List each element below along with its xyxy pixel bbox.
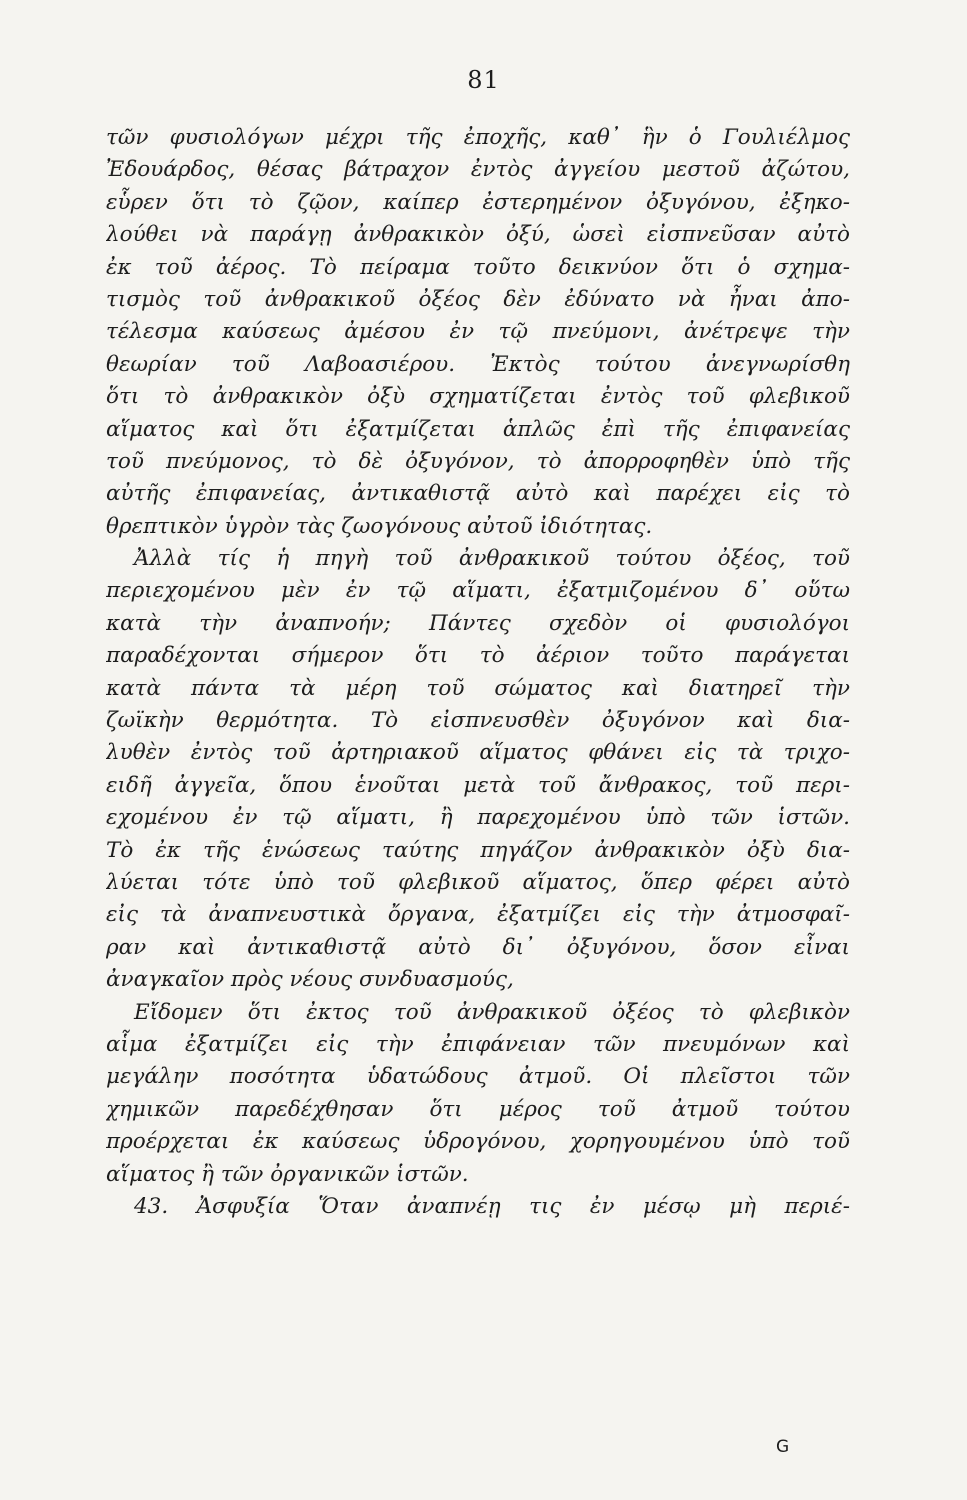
text-line: ἀναγκαῖον πρὸς νέους συνδυασμούς, <box>106 967 514 993</box>
text-line: λυθὲν ἐντὸς τοῦ ἀρτηριακοῦ αἵματος φθάνει εἰς τὰ τριχο- <box>106 740 850 766</box>
section-heading-line: 43. Ἀσφυξία Ὅταν ἀναπνέῃ τις ἐν μέσῳ μὴ περιέ- <box>134 1193 850 1219</box>
text-line: τισμὸς τοῦ ἀνθρακικοῦ ὀξέος δὲν ἐδύνατο νὰ ἦναι ἀπο- <box>106 286 850 312</box>
text-line: ζωϊκὴν θερμότητα. Τὸ εἰσπνευσθὲν ὀξυγόνον καὶ δια- <box>106 708 850 734</box>
text-line: χημικῶν παρεδέχθησαν ὅτι μέρος τοῦ ἀτμοῦ τούτου <box>106 1096 850 1122</box>
text-line: θεωρίαν τοῦ Λαβοασιέρου. Ἐκτὸς τούτου ἀνεγνωρίσθη <box>106 351 850 377</box>
text-line: κατὰ πάντα τὰ μέρη τοῦ σώματος καὶ διατηρεῖ τὴν <box>106 675 850 701</box>
text-line: ραν καὶ ἀντικαθιστᾷ αὐτὸ δι᾽ ὀξυγόνου, ὅσον εἶναι <box>106 934 850 960</box>
text-line: κατὰ τὴν ἀναπνοήν; Πάντες σχεδὸν οἱ φυσιολόγοι <box>106 610 850 636</box>
printer-signature-mark: G <box>776 1437 790 1457</box>
paragraph-start-line: Εἴδομεν ὅτι ἐκτος τοῦ ἀνθρακικοῦ ὀξέος τὸ φλεβικὸν <box>134 999 850 1025</box>
text-line: αὐτῆς ἐπιφανείας, ἀντικαθιστᾷ αὐτὸ καὶ παρέχει εἰς τὸ <box>106 481 850 507</box>
text-line: ὅτι τὸ ἀνθρακικὸν ὀξὺ σχηματίζεται ἐντὸς τοῦ φλεβικοῦ <box>106 384 850 410</box>
text-line: εὗρεν ὅτι τὸ ζῷον, καίπερ ἐστερημένον ὀξυγόνου, ἐξηκο- <box>106 189 850 215</box>
text-line: ἐκ τοῦ ἀέρος. Τὸ πείραμα τοῦτο δεικνύον ὅτι ὁ σχημα- <box>106 254 850 280</box>
paragraph-start-line: Ἀλλὰ τίς ἡ πηγὴ τοῦ ἀνθρακικοῦ τούτου ὀξέος, τοῦ <box>134 546 850 572</box>
body-text <box>106 122 850 1223</box>
text-line: εχομένου ἐν τῷ αἵματι, ἢ παρεχομένου ὑπὸ τῶν ἱστῶν. <box>106 805 850 831</box>
text-line: αἷμα ἐξατμίζει εἰς τὴν ἐπιφάνειαν τῶν πνευμόνων καὶ <box>106 1031 850 1057</box>
text-line: προέρχεται ἐκ καύσεως ὑδρογόνου, χορηγουμένου ὑπὸ τοῦ <box>106 1129 850 1155</box>
text-line: αἵματος καὶ ὅτι ἐξατμίζεται ἁπλῶς ἐπὶ τῆς ἐπιφανείας <box>106 416 850 442</box>
text-line: αἵματος ἢ τῶν ὀργανικῶν ἱστῶν. <box>106 1161 469 1187</box>
text-line: ειδῆ ἀγγεῖα, ὅπου ἑνοῦται μετὰ τοῦ ἄνθρακος, τοῦ περι- <box>106 772 850 798</box>
text-line: Τὸ ἐκ τῆς ἑνώσεως ταύτης πηγάζον ἀνθρακικὸν ὀξὺ δια- <box>106 837 850 863</box>
text-line: λύεται τότε ὑπὸ τοῦ φλεβικοῦ αἵματος, ὅπερ φέρει αὐτὸ <box>106 869 850 895</box>
text-line: τοῦ πνεύμονος, τὸ δὲ ὀξυγόνον, τὸ ἀπορροφηθὲν ὑπὸ τῆς <box>106 448 850 474</box>
text-line: θρεπτικὸν ὑγρὸν τὰς ζωογόνους αὐτοῦ ἰδιότητας. <box>106 513 653 539</box>
text-line: μεγάλην ποσότητα ὑδατώδους ἀτμοῦ. Οἱ πλεῖστοι τῶν <box>106 1064 850 1090</box>
text-line: Ἐδουάρδος, θέσας βάτραχον ἐντὸς ἀγγείου μεστοῦ ἀζώτου, <box>106 157 850 183</box>
text-line: παραδέχονται σήμερον ὅτι τὸ ἀέριον τοῦτο παράγεται <box>106 643 850 669</box>
text-line: λούθει νὰ παράγῃ ἀνθρακικὸν ὀξύ, ὡσεὶ εἰσπνεῦσαν αὐτὸ <box>106 222 850 248</box>
text-line: εἰς τὰ ἀναπνευστικὰ ὄργανα, ἐξατμίζει εἰς τὴν ἀτμοσφαῖ- <box>106 902 850 928</box>
text-line: τῶν φυσιολόγων μέχρι τῆς ἐποχῆς, καθ᾽ ἣν ὁ Γουλιέλμος <box>106 125 850 150</box>
text-line: περιεχομένου μὲν ἐν τῷ αἵματι, ἐξατμιζομένου δ᾽ οὕτω <box>106 578 850 604</box>
page-number: 81 <box>467 66 500 94</box>
text-line: τέλεσμα καύσεως ἀμέσου ἐν τῷ πνεύμονι, ἀνέτρεψε τὴν <box>106 319 850 345</box>
